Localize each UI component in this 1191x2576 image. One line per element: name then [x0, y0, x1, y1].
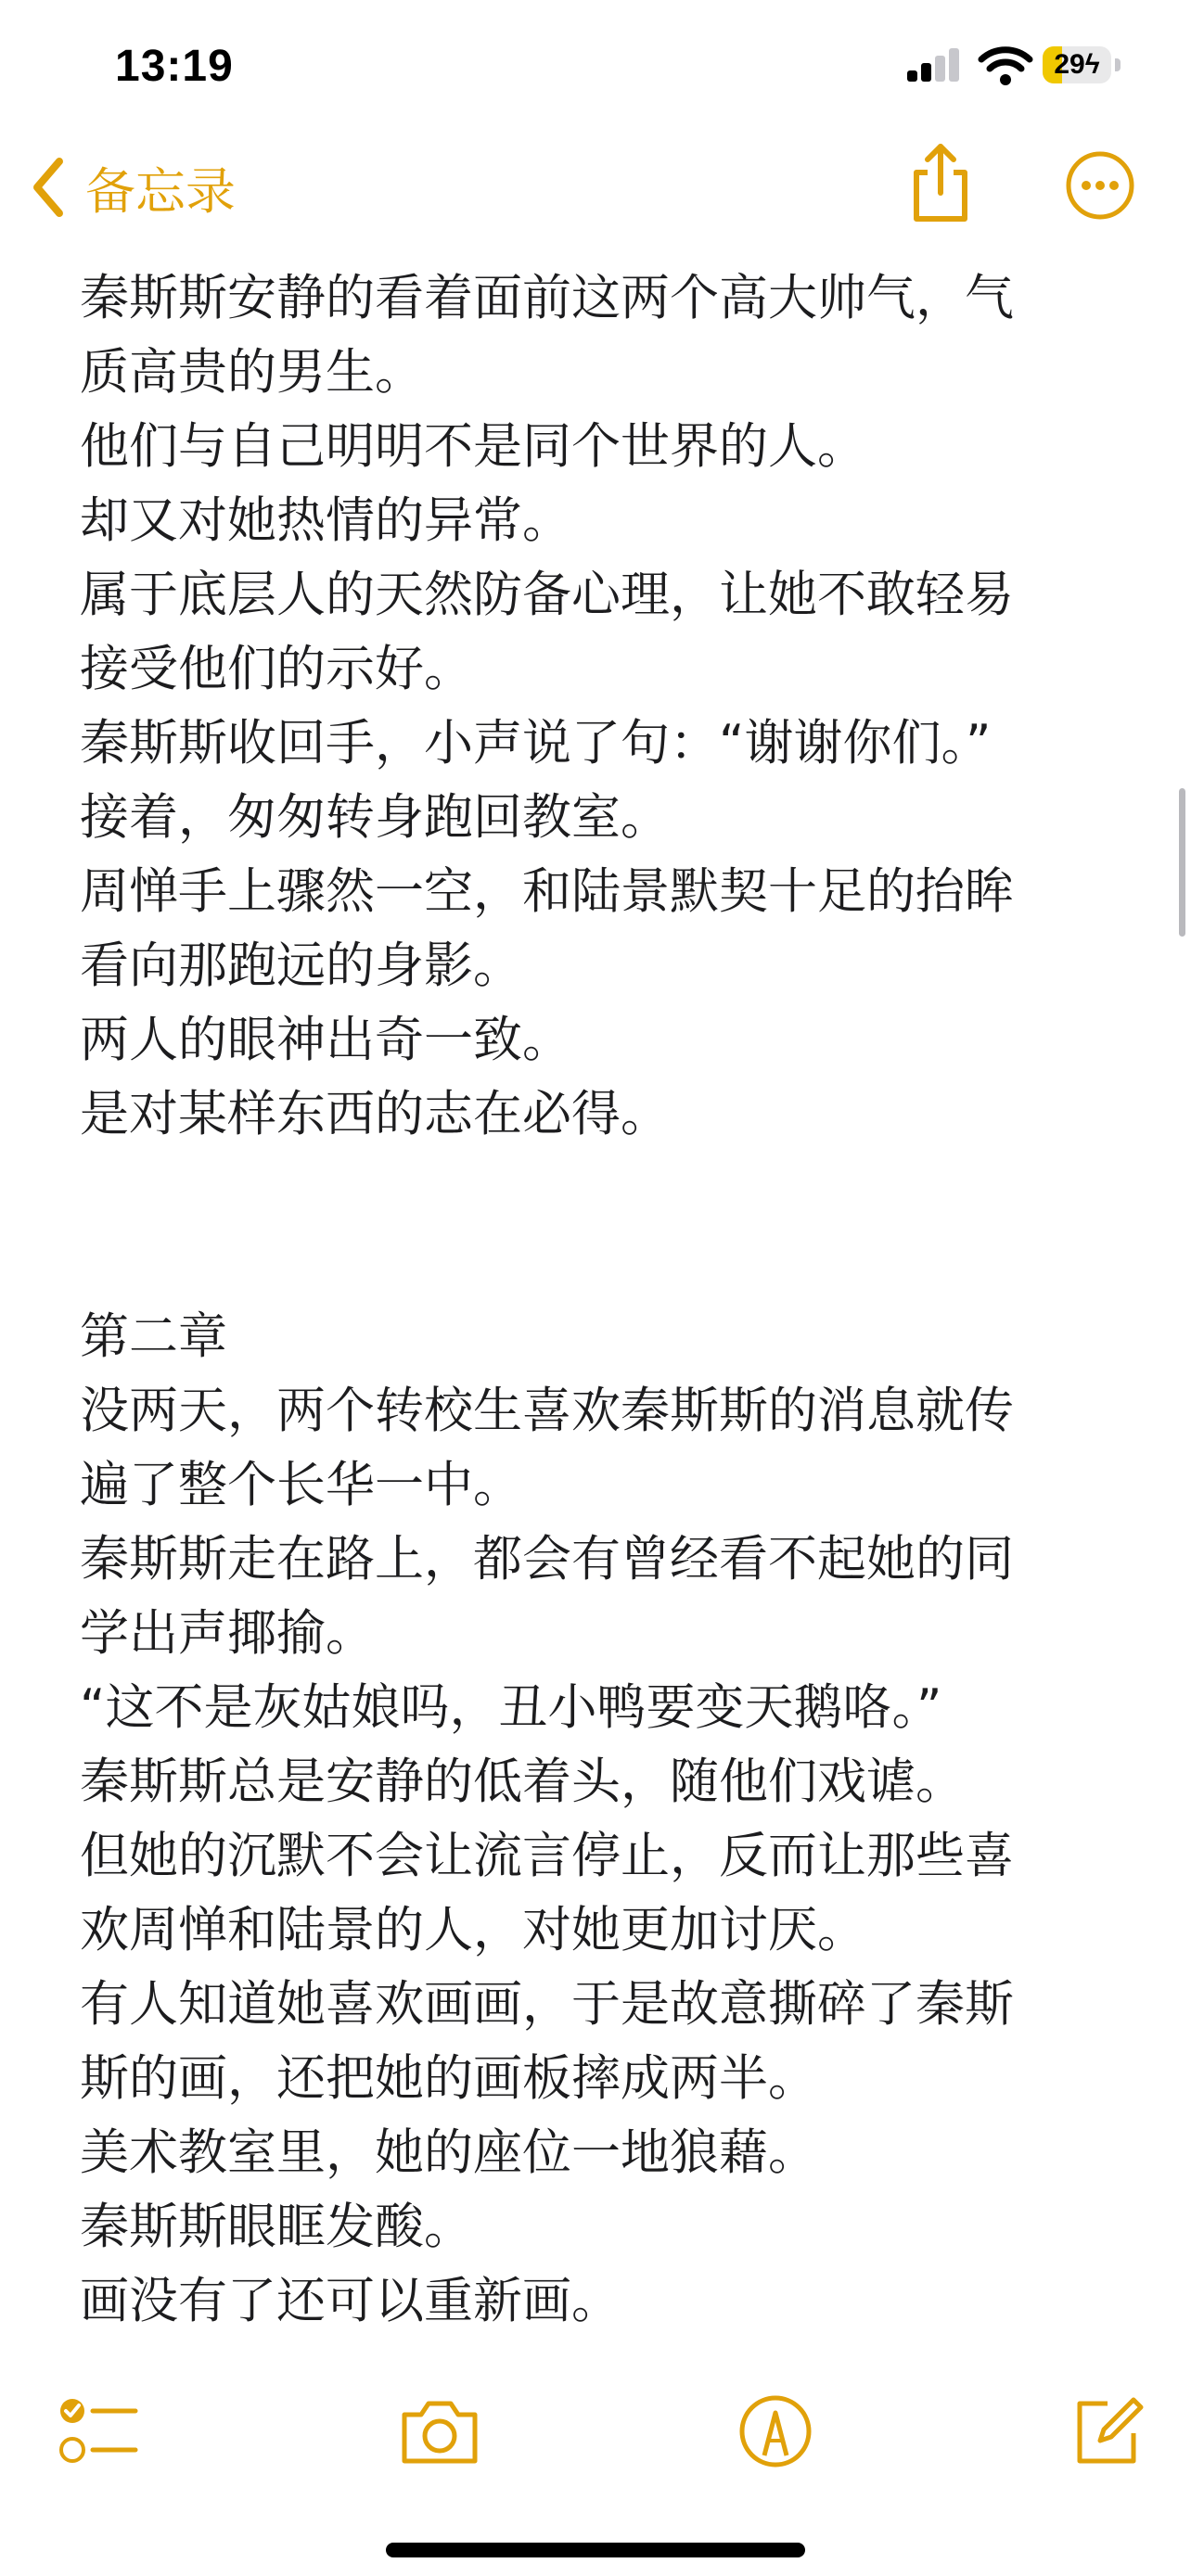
note-paragraph[interactable]: 斯的画，还把她的画板摔成两半。 — [80, 2050, 817, 2107]
battery-charging-icon — [1043, 46, 1122, 83]
more-icon — [1065, 150, 1135, 221]
bolt-icon: ϟ — [1084, 49, 1100, 80]
note-paragraph[interactable]: 接着，匆匆转身跑回教室。 — [80, 789, 670, 846]
note-paragraph[interactable]: 两人的眼神出奇一致。 — [80, 1012, 571, 1068]
checklist-icon — [56, 2392, 141, 2470]
note-paragraph[interactable]: 接受他们的示好。 — [80, 641, 473, 697]
note-paragraph[interactable] — [80, 1152, 1146, 1226]
note-paragraph[interactable]: 美术教室里，她的座位一地狼藉。 — [80, 2124, 817, 2181]
signal-icon — [907, 48, 961, 82]
note-paragraph[interactable]: 画没有了还可以重新画。 — [80, 2273, 621, 2329]
note-paragraph[interactable]: 有人知道她喜欢画画，于是故意撕碎了秦斯 — [80, 1976, 1014, 2033]
note-paragraph[interactable]: 秦斯斯眼眶发酸。 — [80, 2199, 473, 2255]
note-paragraph[interactable]: 质高贵的男生。 — [80, 344, 424, 401]
camera-icon — [397, 2392, 482, 2470]
chevron-left-icon — [28, 154, 69, 221]
home-indicator[interactable] — [386, 2543, 805, 2557]
note-paragraph[interactable]: 学出声揶揄。 — [80, 1605, 375, 1662]
compose-button[interactable] — [1067, 2392, 1152, 2470]
share-button[interactable] — [905, 141, 976, 226]
status-bar — [0, 0, 1191, 130]
status-time: 13:19 — [115, 42, 234, 91]
markup-icon — [733, 2392, 818, 2470]
note-paragraph[interactable]: 是对某样东西的志在必得。 — [80, 1086, 670, 1142]
markup-button[interactable] — [733, 2392, 818, 2470]
note-paragraph[interactable]: 秦斯斯总是安静的低着头，随他们戏谑。 — [80, 1753, 965, 1810]
share-icon — [905, 141, 976, 226]
note-paragraph[interactable]: 欢周惮和陆景的人，对她更加讨厌。 — [80, 1902, 866, 1958]
compose-icon — [1067, 2392, 1152, 2470]
note-paragraph[interactable] — [80, 1226, 1146, 1300]
note-paragraph[interactable]: 秦斯斯走在路上，都会有曾经看不起她的同 — [80, 1531, 1014, 1588]
note-body[interactable] — [80, 261, 1146, 2339]
note-paragraph[interactable]: 没两天，两个转校生喜欢秦斯斯的消息就传 — [80, 1383, 1014, 1439]
battery-body — [1043, 46, 1111, 83]
checklist-button[interactable] — [56, 2392, 141, 2470]
camera-button[interactable] — [397, 2392, 482, 2470]
note-paragraph[interactable]: 秦斯斯安静的看着面前这两个高大帅气，气 — [80, 270, 1014, 326]
note-paragraph[interactable]: 看向那跑远的身影。 — [80, 937, 522, 994]
scroll-indicator[interactable] — [1179, 788, 1185, 937]
note-paragraph[interactable]: 第二章 — [80, 1308, 227, 1365]
note-paragraph[interactable]: 却又对她热情的异常。 — [80, 492, 571, 549]
note-paragraph[interactable]: 但她的沉默不会让流言停止，反而让那些喜 — [80, 1828, 1014, 1884]
note-paragraph[interactable]: 遍了整个长华一中。 — [80, 1457, 522, 1513]
navigation-bar — [0, 130, 1191, 250]
bottom-toolbar — [0, 2365, 1191, 2494]
note-paragraph[interactable]: 他们与自己明明不是同个世界的人。 — [80, 418, 866, 475]
back-button[interactable] — [28, 150, 236, 224]
back-label: 备忘录 — [85, 161, 236, 221]
note-paragraph[interactable]: 属于底层人的天然防备心理，让她不敢轻易 — [80, 567, 1014, 623]
note-paragraph[interactable]: 周惮手上骤然一空，和陆景默契十足的抬眸 — [80, 863, 1014, 920]
battery-level: 29 — [1054, 49, 1085, 80]
note-paragraph[interactable]: 秦斯斯收回手，小声说了句：“谢谢你们。” — [80, 715, 992, 772]
note-paragraph[interactable]: “这不是灰姑娘吗，丑小鸭要变天鹅咯。” — [80, 1679, 942, 1736]
more-button[interactable] — [1065, 150, 1135, 221]
wifi-icon — [978, 45, 1033, 85]
